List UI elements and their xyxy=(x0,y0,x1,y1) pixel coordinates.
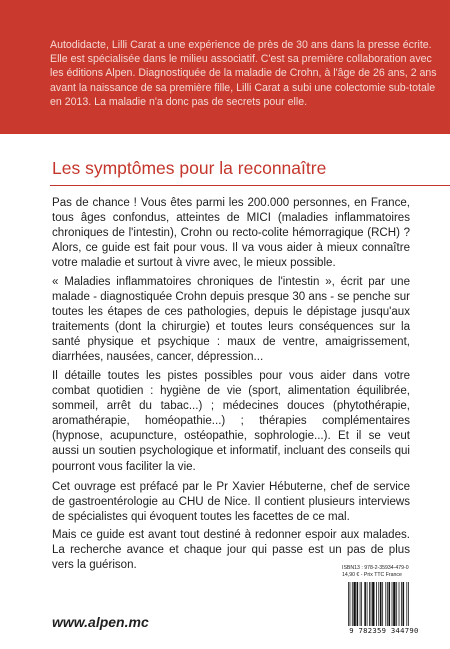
price-label: 14,90 € - Prix TTC France xyxy=(342,572,402,578)
section-title: Les symptômes pour la reconnaître xyxy=(52,158,327,178)
paragraph-hope: Mais ce guide est avant tout destiné à redonner espoir aux malades. La recherche avance et chaque jour qui passe est un pas de plus vers la guérison. xyxy=(52,529,410,572)
barcode-number: 9 782359 344790 xyxy=(349,626,419,635)
barcode xyxy=(342,580,426,636)
isbn-block xyxy=(342,565,409,579)
paragraph-scope: « Maladies inflammatoires chroniques de l'intestin », écrit par une malade - diagnostiquée Crohn depuis presque 30 ans - se penche sur toutes les étapes de ces pathologies, depuis le dépistage jusqu'aux traitements (dont la chirurgie) et toutes leurs conséquences sur la santé physique et psychique : maux de ventre, amaigrissement, diarrhées, nausées, cancer, dépression... xyxy=(52,276,410,364)
publisher-website[interactable]: www.alpen.mc xyxy=(52,614,149,630)
author-bio: Autodidacte, Lilli Carat a une expérience de près de 30 ans dans la presse écrite. Elle est spécialisée dans le milieu associatif. C'est sa première collaboration avec les éditions Alpen. Diagnostiquée de la maladie de Crohn, à l'âge de 26 ans, 2 ans avant la naissance de sa première fille, Lilli Carat a subi une colectomie sub-totale en 2013. La maladie n'a donc pas de secrets pour elle. xyxy=(50,39,437,108)
paragraph-treatments: Il détaille toutes les pistes possibles pour vous aider dans votre combat quotidien : hygiène de vie (sport, alimentation équilibrée, sommeil, arrêt du tabac...) ; médecines douces (phytothérapie, aromathérapie, homéopathie...) ; thérapies complémentaires (hypnose, acupuncture, ostéopathie, sophrologie...). Et il se veut aussi un soutien psychologique et informatif, incluant des conseils qui pourront vous faciliter la vie. xyxy=(52,370,410,473)
paragraph-preface: Cet ouvrage est préfacé par le Pr Xavier Hébuterne, chef de service de gastroentérologie au CHU de Nice. Il contient plusieurs interviews de spécialistes qui évoquent toutes les facettes de ce mal. xyxy=(52,481,410,524)
barcode-bars xyxy=(348,582,422,626)
title-underline xyxy=(50,185,450,186)
paragraph-intro: Pas de chance ! Vous êtes parmi les 200.000 personnes, en France, tous âges confondus, atteintes de MICI (maladies inflammatoires chroniques de l'intestin), Crohn ou recto-colite hémorragique (RCH) ? Alors, ce guide est fait pour vous. Il va vous aider à mieux connaître votre maladie et surtout à vivre avec, le mieux possible. xyxy=(52,197,410,270)
isbn-number: ISBN13 : 978-2-35934-479-0 xyxy=(342,565,409,571)
author-bio-box xyxy=(0,0,450,134)
